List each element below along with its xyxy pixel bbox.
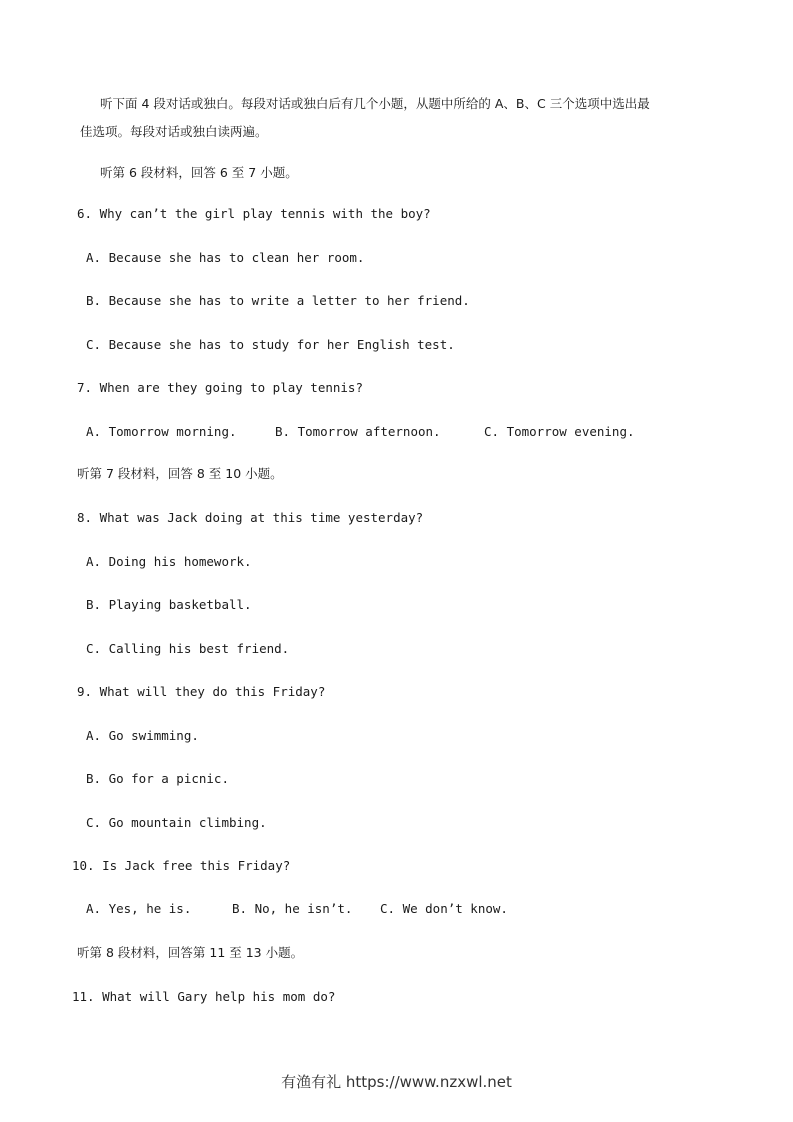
instructions-line-1: 听下面 4 段对话或独白。每段对话或独白后有几个小题，从题中所给的 A、B、C 三个选项中选出最 xyxy=(100,96,650,111)
question-6-option-b: B. Because she has to write a letter to her friend. xyxy=(86,293,470,308)
question-8-option-c: C. Calling his best friend. xyxy=(86,641,290,656)
section-6-heading: 听第 6 段材料，回答 6 至 7 小题。 xyxy=(100,165,298,180)
footer-watermark: 有渔有礼 https://www.nzxwl.net xyxy=(281,1073,512,1091)
question-9-option-a: A. Go swimming. xyxy=(86,728,199,743)
question-7-option-c: C. Tomorrow evening. xyxy=(484,424,635,439)
instructions-line-2: 佳选项。每段对话或独白读两遍。 xyxy=(80,124,268,139)
question-10: 10. Is Jack free this Friday? xyxy=(72,858,291,873)
question-8-option-b: B. Playing basketball. xyxy=(86,597,252,612)
question-7-option-b: B. Tomorrow afternoon. xyxy=(275,424,441,439)
question-10-option-c: C. We don’t know. xyxy=(380,901,508,916)
question-7-option-a: A. Tomorrow morning. xyxy=(86,424,237,439)
section-8-heading: 听第 8 段材料，回答第 11 至 13 小题。 xyxy=(77,945,304,960)
question-11: 11. What will Gary help his mom do? xyxy=(72,989,336,1004)
question-6: 6. Why can’t the girl play tennis with the boy? xyxy=(77,206,431,221)
question-9: 9. What will they do this Friday? xyxy=(77,684,326,699)
question-10-option-b: B. No, he isn’t. xyxy=(232,901,353,916)
question-7: 7. When are they going to play tennis? xyxy=(77,380,363,395)
question-10-option-a: A. Yes, he is. xyxy=(86,901,192,916)
question-6-option-c: C. Because she has to study for her English test. xyxy=(86,337,455,352)
section-7-heading: 听第 7 段材料，回答 8 至 10 小题。 xyxy=(77,466,283,481)
question-8-option-a: A. Doing his homework. xyxy=(86,554,252,569)
question-9-option-c: C. Go mountain climbing. xyxy=(86,815,267,830)
question-6-option-a: A. Because she has to clean her room. xyxy=(86,250,365,265)
question-9-option-b: B. Go for a picnic. xyxy=(86,771,229,786)
question-8: 8. What was Jack doing at this time yesterday? xyxy=(77,510,424,525)
